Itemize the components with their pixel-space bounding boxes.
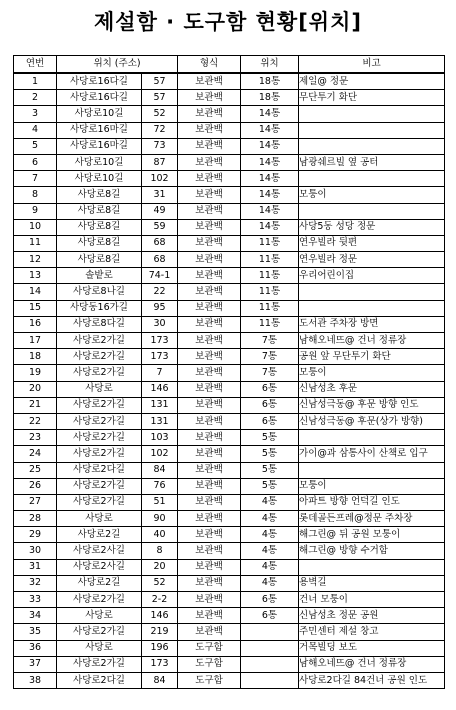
row-number: 21: [14, 397, 57, 413]
row-type: 도구함: [178, 640, 241, 656]
row-type: 보관백: [178, 413, 241, 429]
row-position: 6통: [241, 592, 299, 608]
row-position: 14통: [241, 187, 299, 203]
row-house-number: 219: [142, 624, 178, 640]
row-position: 18통: [241, 73, 299, 90]
row-house-number: 57: [142, 90, 178, 106]
row-number: 18: [14, 349, 57, 365]
header-note: 비고: [299, 56, 445, 74]
row-road: 사당로2가길: [57, 365, 142, 381]
table-row: [14, 575, 445, 591]
row-note: 롯데골든프레@정문 주차장: [299, 511, 445, 527]
row-position: 18통: [241, 90, 299, 106]
row-note: 남해오네뜨@ 건너 정류장: [299, 656, 445, 672]
row-house-number: 2-2: [142, 592, 178, 608]
row-number: 3: [14, 106, 57, 122]
row-road: 사당로2가길: [57, 592, 142, 608]
row-house-number: 173: [142, 656, 178, 672]
row-number: 37: [14, 656, 57, 672]
row-type: 도구함: [178, 656, 241, 672]
row-type: 보관백: [178, 527, 241, 543]
row-note: [299, 462, 445, 478]
row-house-number: 173: [142, 349, 178, 365]
row-position: 6통: [241, 397, 299, 413]
row-position: 14통: [241, 154, 299, 170]
row-house-number: 146: [142, 381, 178, 397]
table-row: [14, 90, 445, 106]
row-note: [299, 284, 445, 300]
row-type: 보관백: [178, 478, 241, 494]
row-note: [299, 559, 445, 575]
table-row: [14, 333, 445, 349]
row-number: 11: [14, 235, 57, 251]
table-row: [14, 138, 445, 154]
row-note: [299, 171, 445, 187]
table-row: [14, 73, 445, 90]
row-road: 사당로2다길: [57, 672, 142, 688]
row-house-number: 103: [142, 430, 178, 446]
table-row: [14, 608, 445, 624]
row-type: 보관백: [178, 73, 241, 90]
row-type: 보관백: [178, 235, 241, 251]
table-row: [14, 640, 445, 656]
row-note: 용벽길: [299, 575, 445, 591]
row-note: 가이@과 삼통사이 산책로 입구: [299, 446, 445, 462]
row-number: 24: [14, 446, 57, 462]
row-position: 6통: [241, 381, 299, 397]
row-note: 무단투기 화단: [299, 90, 445, 106]
row-type: 보관백: [178, 203, 241, 219]
page-title: 제설함 · 도구함 현황[위치]: [94, 10, 362, 34]
row-house-number: 51: [142, 494, 178, 510]
row-position: 5통: [241, 478, 299, 494]
row-type: 보관백: [178, 446, 241, 462]
row-house-number: 22: [142, 284, 178, 300]
row-road: 사당로8길: [57, 235, 142, 251]
row-type: 보관백: [178, 575, 241, 591]
table-row: [14, 511, 445, 527]
row-number: 17: [14, 333, 57, 349]
row-note: [299, 203, 445, 219]
table-row: [14, 446, 445, 462]
row-house-number: 73: [142, 138, 178, 154]
row-note: [299, 138, 445, 154]
row-road: 사당로2가길: [57, 349, 142, 365]
row-number: 22: [14, 413, 57, 429]
row-type: 보관백: [178, 268, 241, 284]
row-road: 사당로2가길: [57, 624, 142, 640]
header-position: 위치: [241, 56, 299, 74]
row-position: 14통: [241, 203, 299, 219]
row-road: 사당로2가길: [57, 656, 142, 672]
row-position: [241, 624, 299, 640]
table-row: [14, 494, 445, 510]
row-position: 11통: [241, 235, 299, 251]
table-row: [14, 462, 445, 478]
row-road: 사당로2길: [57, 527, 142, 543]
row-position: 4통: [241, 527, 299, 543]
row-position: 4통: [241, 575, 299, 591]
row-number: 8: [14, 187, 57, 203]
row-note: 거목빌딩 보도: [299, 640, 445, 656]
row-note: 모퉁이: [299, 187, 445, 203]
row-road: 사당로8다길: [57, 316, 142, 332]
row-position: 7통: [241, 333, 299, 349]
row-house-number: 52: [142, 575, 178, 591]
row-road: 사당로: [57, 640, 142, 656]
row-road: 사당로2사길: [57, 543, 142, 559]
row-position: 4통: [241, 511, 299, 527]
row-road: 사당로10길: [57, 171, 142, 187]
row-note: 제일@ 정문: [299, 73, 445, 90]
row-position: [241, 640, 299, 656]
row-type: 보관백: [178, 252, 241, 268]
table-row: [14, 624, 445, 640]
table-row: [14, 187, 445, 203]
row-number: 16: [14, 316, 57, 332]
row-road: 사당로10길: [57, 154, 142, 170]
row-road: 사당로16마길: [57, 138, 142, 154]
row-type: 보관백: [178, 494, 241, 510]
row-number: 1: [14, 73, 57, 90]
row-type: 보관백: [178, 138, 241, 154]
row-position: 5통: [241, 430, 299, 446]
row-type: 보관백: [178, 381, 241, 397]
table-row: [14, 284, 445, 300]
row-note: [299, 300, 445, 316]
row-position: 11통: [241, 316, 299, 332]
row-note: 해그린@ 뒤 공원 모퉁이: [299, 527, 445, 543]
row-road: 사당동16가길: [57, 300, 142, 316]
row-number: 35: [14, 624, 57, 640]
row-number: 4: [14, 122, 57, 138]
row-position: 4통: [241, 559, 299, 575]
row-house-number: 49: [142, 203, 178, 219]
row-position: 11통: [241, 252, 299, 268]
row-road: 사당로16다길: [57, 90, 142, 106]
row-number: 38: [14, 672, 57, 688]
row-house-number: 196: [142, 640, 178, 656]
row-road: 사당로: [57, 381, 142, 397]
row-house-number: 95: [142, 300, 178, 316]
row-road: 사당로: [57, 511, 142, 527]
row-road: 사당로8길: [57, 252, 142, 268]
row-number: 19: [14, 365, 57, 381]
row-type: 보관백: [178, 284, 241, 300]
row-road: 사당로16다길: [57, 73, 142, 90]
location-table: [13, 55, 445, 689]
row-road: 사당로2사길: [57, 559, 142, 575]
row-note: 공원 앞 무단투기 화단: [299, 349, 445, 365]
table-row: [14, 268, 445, 284]
row-type: 보관백: [178, 300, 241, 316]
table-row: [14, 203, 445, 219]
row-note: 신남성극동@ 후문(상가 방향): [299, 413, 445, 429]
row-house-number: 131: [142, 413, 178, 429]
row-position: [241, 672, 299, 688]
row-position: 11통: [241, 268, 299, 284]
row-number: 29: [14, 527, 57, 543]
row-type: 보관백: [178, 187, 241, 203]
row-road: 사당로2가길: [57, 333, 142, 349]
row-note: 모퉁이: [299, 478, 445, 494]
row-house-number: 131: [142, 397, 178, 413]
row-road: 솔밭로: [57, 268, 142, 284]
row-note: 연우빌라 뒷편: [299, 235, 445, 251]
row-house-number: 102: [142, 446, 178, 462]
row-position: 11통: [241, 284, 299, 300]
row-number: 27: [14, 494, 57, 510]
row-position: 14통: [241, 106, 299, 122]
row-type: 보관백: [178, 543, 241, 559]
row-house-number: 59: [142, 219, 178, 235]
row-house-number: 76: [142, 478, 178, 494]
table-row: [14, 349, 445, 365]
row-type: 보관백: [178, 154, 241, 170]
row-road: 사당로2길: [57, 575, 142, 591]
row-road: 사당로10길: [57, 106, 142, 122]
row-type: 보관백: [178, 171, 241, 187]
row-number: 12: [14, 252, 57, 268]
table-row: [14, 430, 445, 446]
row-road: 사당로2가길: [57, 494, 142, 510]
row-road: 사당로2가길: [57, 397, 142, 413]
row-position: 14통: [241, 219, 299, 235]
row-number: 14: [14, 284, 57, 300]
row-type: 보관백: [178, 106, 241, 122]
row-note: 건너 모퉁이: [299, 592, 445, 608]
table-row: [14, 122, 445, 138]
row-position: 6통: [241, 608, 299, 624]
row-note: 신남성초 정문 공원: [299, 608, 445, 624]
header-no: 연번: [14, 56, 57, 74]
header-location: 위치 (주소): [57, 56, 178, 74]
row-type: 보관백: [178, 624, 241, 640]
table-row: [14, 397, 445, 413]
table-row: [14, 171, 445, 187]
table-row: [14, 543, 445, 559]
row-type: 보관백: [178, 397, 241, 413]
row-road: 사당로2다길: [57, 462, 142, 478]
table-row: [14, 559, 445, 575]
row-position: 5통: [241, 446, 299, 462]
row-position: 14통: [241, 122, 299, 138]
row-type: 보관백: [178, 349, 241, 365]
row-house-number: 68: [142, 235, 178, 251]
table-row: [14, 154, 445, 170]
row-type: 보관백: [178, 592, 241, 608]
row-number: 25: [14, 462, 57, 478]
row-number: 26: [14, 478, 57, 494]
table-row: [14, 219, 445, 235]
row-house-number: 74-1: [142, 268, 178, 284]
row-type: 보관백: [178, 90, 241, 106]
row-position: 4통: [241, 543, 299, 559]
row-house-number: 146: [142, 608, 178, 624]
row-house-number: 7: [142, 365, 178, 381]
row-number: 31: [14, 559, 57, 575]
table-row: [14, 527, 445, 543]
row-number: 32: [14, 575, 57, 591]
row-type: 보관백: [178, 559, 241, 575]
table-row: [14, 381, 445, 397]
table-row: [14, 413, 445, 429]
row-road: 사당로2가길: [57, 478, 142, 494]
row-number: 23: [14, 430, 57, 446]
row-house-number: 40: [142, 527, 178, 543]
row-note: 도서관 주차장 방면: [299, 316, 445, 332]
row-road: 사당로2가길: [57, 413, 142, 429]
row-note: 신남성초 후문: [299, 381, 445, 397]
row-position: 14통: [241, 138, 299, 154]
row-road: 사당로8나길: [57, 284, 142, 300]
row-road: 사당로8길: [57, 187, 142, 203]
row-type: 보관백: [178, 462, 241, 478]
row-note: 사당5동 성당 정문: [299, 219, 445, 235]
row-type: 보관백: [178, 511, 241, 527]
row-type: 보관백: [178, 219, 241, 235]
row-note: [299, 122, 445, 138]
row-position: 4통: [241, 494, 299, 510]
row-type: 보관백: [178, 122, 241, 138]
table-row: [14, 316, 445, 332]
table-row: [14, 252, 445, 268]
table-row: [14, 365, 445, 381]
row-note: 남해오네뜨@ 건너 정류장: [299, 333, 445, 349]
row-note: [299, 430, 445, 446]
row-number: 36: [14, 640, 57, 656]
row-number: 15: [14, 300, 57, 316]
row-house-number: 30: [142, 316, 178, 332]
table-row: [14, 300, 445, 316]
row-type: 도구함: [178, 672, 241, 688]
row-house-number: 72: [142, 122, 178, 138]
row-number: 33: [14, 592, 57, 608]
row-note: 아파트 방향 언덕길 인도: [299, 494, 445, 510]
row-number: 13: [14, 268, 57, 284]
table-row: [14, 672, 445, 688]
row-position: 7통: [241, 365, 299, 381]
row-note: 연우빌라 정문: [299, 252, 445, 268]
row-house-number: 31: [142, 187, 178, 203]
row-house-number: 84: [142, 462, 178, 478]
row-note: 모퉁이: [299, 365, 445, 381]
table-row: [14, 656, 445, 672]
row-note: 신남성극동@ 후문 방향 인도: [299, 397, 445, 413]
row-type: 보관백: [178, 365, 241, 381]
row-road: 사당로2가길: [57, 430, 142, 446]
row-road: 사당로: [57, 608, 142, 624]
row-house-number: 20: [142, 559, 178, 575]
row-number: 34: [14, 608, 57, 624]
row-note: 주민센터 제설 창고: [299, 624, 445, 640]
row-type: 보관백: [178, 430, 241, 446]
row-road: 사당로8길: [57, 203, 142, 219]
row-road: 사당로16마길: [57, 122, 142, 138]
row-house-number: 87: [142, 154, 178, 170]
row-note: 해그린@ 방향 수거함: [299, 543, 445, 559]
row-position: 7통: [241, 349, 299, 365]
row-house-number: 102: [142, 171, 178, 187]
row-house-number: 57: [142, 73, 178, 90]
table-row: [14, 235, 445, 251]
row-position: 14통: [241, 171, 299, 187]
table-row: [14, 478, 445, 494]
row-house-number: 84: [142, 672, 178, 688]
row-house-number: 68: [142, 252, 178, 268]
row-position: 6통: [241, 413, 299, 429]
row-position: 5통: [241, 462, 299, 478]
row-house-number: 90: [142, 511, 178, 527]
row-note: 사당로2다길 84건너 공원 인도: [299, 672, 445, 688]
row-number: 9: [14, 203, 57, 219]
header-type: 형식: [178, 56, 241, 74]
table-row: [14, 106, 445, 122]
row-road: 사당로2가길: [57, 446, 142, 462]
row-house-number: 8: [142, 543, 178, 559]
row-number: 28: [14, 511, 57, 527]
row-type: 보관백: [178, 333, 241, 349]
row-road: 사당로8길: [57, 219, 142, 235]
table-row: [14, 592, 445, 608]
row-number: 2: [14, 90, 57, 106]
row-position: 11통: [241, 300, 299, 316]
row-number: 20: [14, 381, 57, 397]
row-number: 10: [14, 219, 57, 235]
header-row: [14, 56, 445, 74]
row-note: [299, 106, 445, 122]
row-number: 5: [14, 138, 57, 154]
row-number: 6: [14, 154, 57, 170]
row-note: 남광쉐르빌 옆 공터: [299, 154, 445, 170]
row-type: 보관백: [178, 608, 241, 624]
row-note: 우리어린이집: [299, 268, 445, 284]
row-type: 보관백: [178, 316, 241, 332]
row-number: 7: [14, 171, 57, 187]
row-number: 30: [14, 543, 57, 559]
row-house-number: 173: [142, 333, 178, 349]
row-position: [241, 656, 299, 672]
row-house-number: 52: [142, 106, 178, 122]
